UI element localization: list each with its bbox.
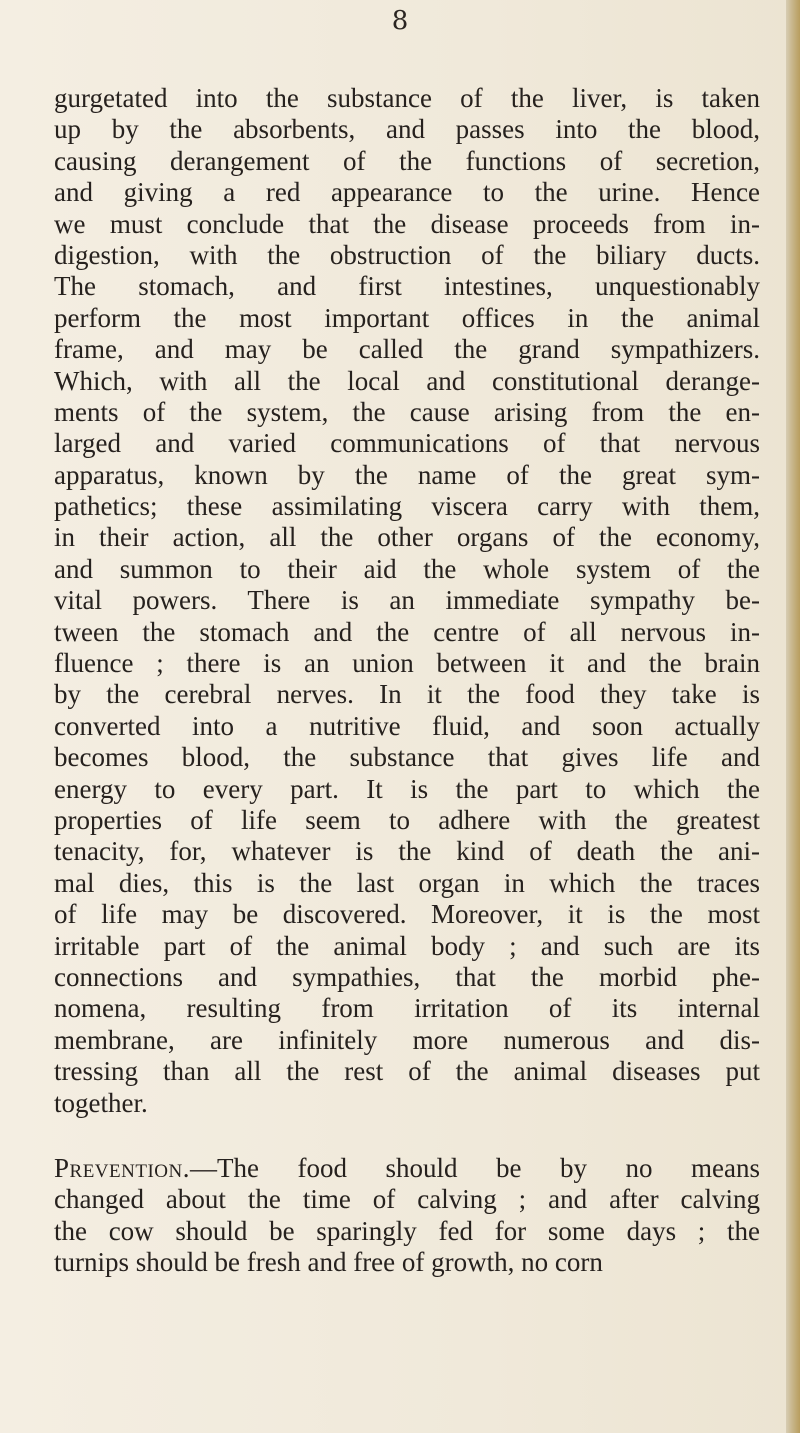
text-line: by the cerebral nerves. In it the food they take is bbox=[54, 679, 760, 710]
page-number: 8 bbox=[391, 6, 409, 36]
text-line: the cow should be sparingly fed for some days ; the bbox=[54, 1215, 760, 1246]
text-line: frame, and may be called the grand sympathizers. bbox=[54, 334, 760, 365]
book-spine-edge bbox=[786, 0, 800, 1433]
text-line: causing derangement of the functions of secretion, bbox=[54, 145, 760, 176]
paragraph-gap bbox=[54, 1119, 760, 1153]
text-line: ments of the system, the cause arising from the en- bbox=[54, 396, 760, 427]
text-line: energy to every part. It is the part to which the bbox=[54, 773, 760, 804]
text-line: together. bbox=[54, 1087, 148, 1118]
text-line: and giving a red appearance to the urine. Hence bbox=[54, 177, 760, 208]
text-line: we must conclude that the disease proceeds from in- bbox=[54, 208, 760, 239]
text-line: apparatus, known by the name of the great sym- bbox=[54, 459, 760, 490]
text-line: digestion, with the obstruction of the biliary ducts. bbox=[54, 239, 760, 270]
text-line bbox=[54, 1153, 760, 1184]
paragraph-1 bbox=[54, 83, 760, 1119]
text-line-content: —The food should be by no means bbox=[189, 1152, 760, 1183]
text-line: larged and varied communications of that nervous bbox=[54, 428, 760, 459]
text-line: and summon to their aid the whole system of the bbox=[54, 553, 760, 584]
text-line: pathetics; these assimilating viscera carry with them, bbox=[54, 491, 760, 522]
text-line: tween the stomach and the centre of all nervous in- bbox=[54, 616, 760, 647]
text-line: turnips should be fresh and free of growth, no corn bbox=[54, 1247, 603, 1278]
text-line: vital powers. There is an immediate sympathy be- bbox=[54, 585, 760, 616]
text-line: nomena, resulting from irritation of its internal bbox=[54, 993, 760, 1024]
text-line: up by the absorbents, and passes into the blood, bbox=[54, 114, 760, 145]
text-line: tenacity, for, whatever is the kind of death the ani- bbox=[54, 836, 760, 867]
text-line: changed about the time of calving ; and after calving bbox=[54, 1184, 760, 1215]
text-line: properties of life seem to adhere with the greatest bbox=[54, 804, 760, 835]
text-line: The stomach, and first intestines, unquestionably bbox=[54, 271, 760, 302]
text-line: gurgetated into the substance of the liver, is taken bbox=[54, 83, 760, 113]
text-line: membrane, are infinitely more numerous and dis- bbox=[54, 1024, 760, 1055]
text-line: connections and sympathies, that the morbid phe- bbox=[54, 961, 760, 992]
paragraph-2 bbox=[54, 1153, 760, 1279]
section-heading: Prevention. bbox=[54, 1152, 190, 1183]
text-line: converted into a nutritive fluid, and soon actually bbox=[54, 710, 760, 741]
text-line: perform the most important offices in the animal bbox=[54, 302, 760, 333]
text-line: mal dies, this is the last organ in which the traces bbox=[54, 867, 760, 898]
text-line: becomes blood, the substance that gives life and bbox=[54, 742, 760, 773]
text-line: fluence ; there is an union between it and the brain bbox=[54, 648, 760, 679]
text-line: irritable part of the animal body ; and such are its bbox=[54, 930, 760, 961]
text-line: tressing than all the rest of the animal diseases put bbox=[54, 1056, 760, 1087]
text-line: in their action, all the other organs of the economy, bbox=[54, 522, 760, 553]
text-line: of life may be discovered. Moreover, it is the most bbox=[54, 899, 760, 930]
body-text bbox=[54, 83, 760, 1278]
text-line: Which, with all the local and constitutional derange- bbox=[54, 365, 760, 396]
